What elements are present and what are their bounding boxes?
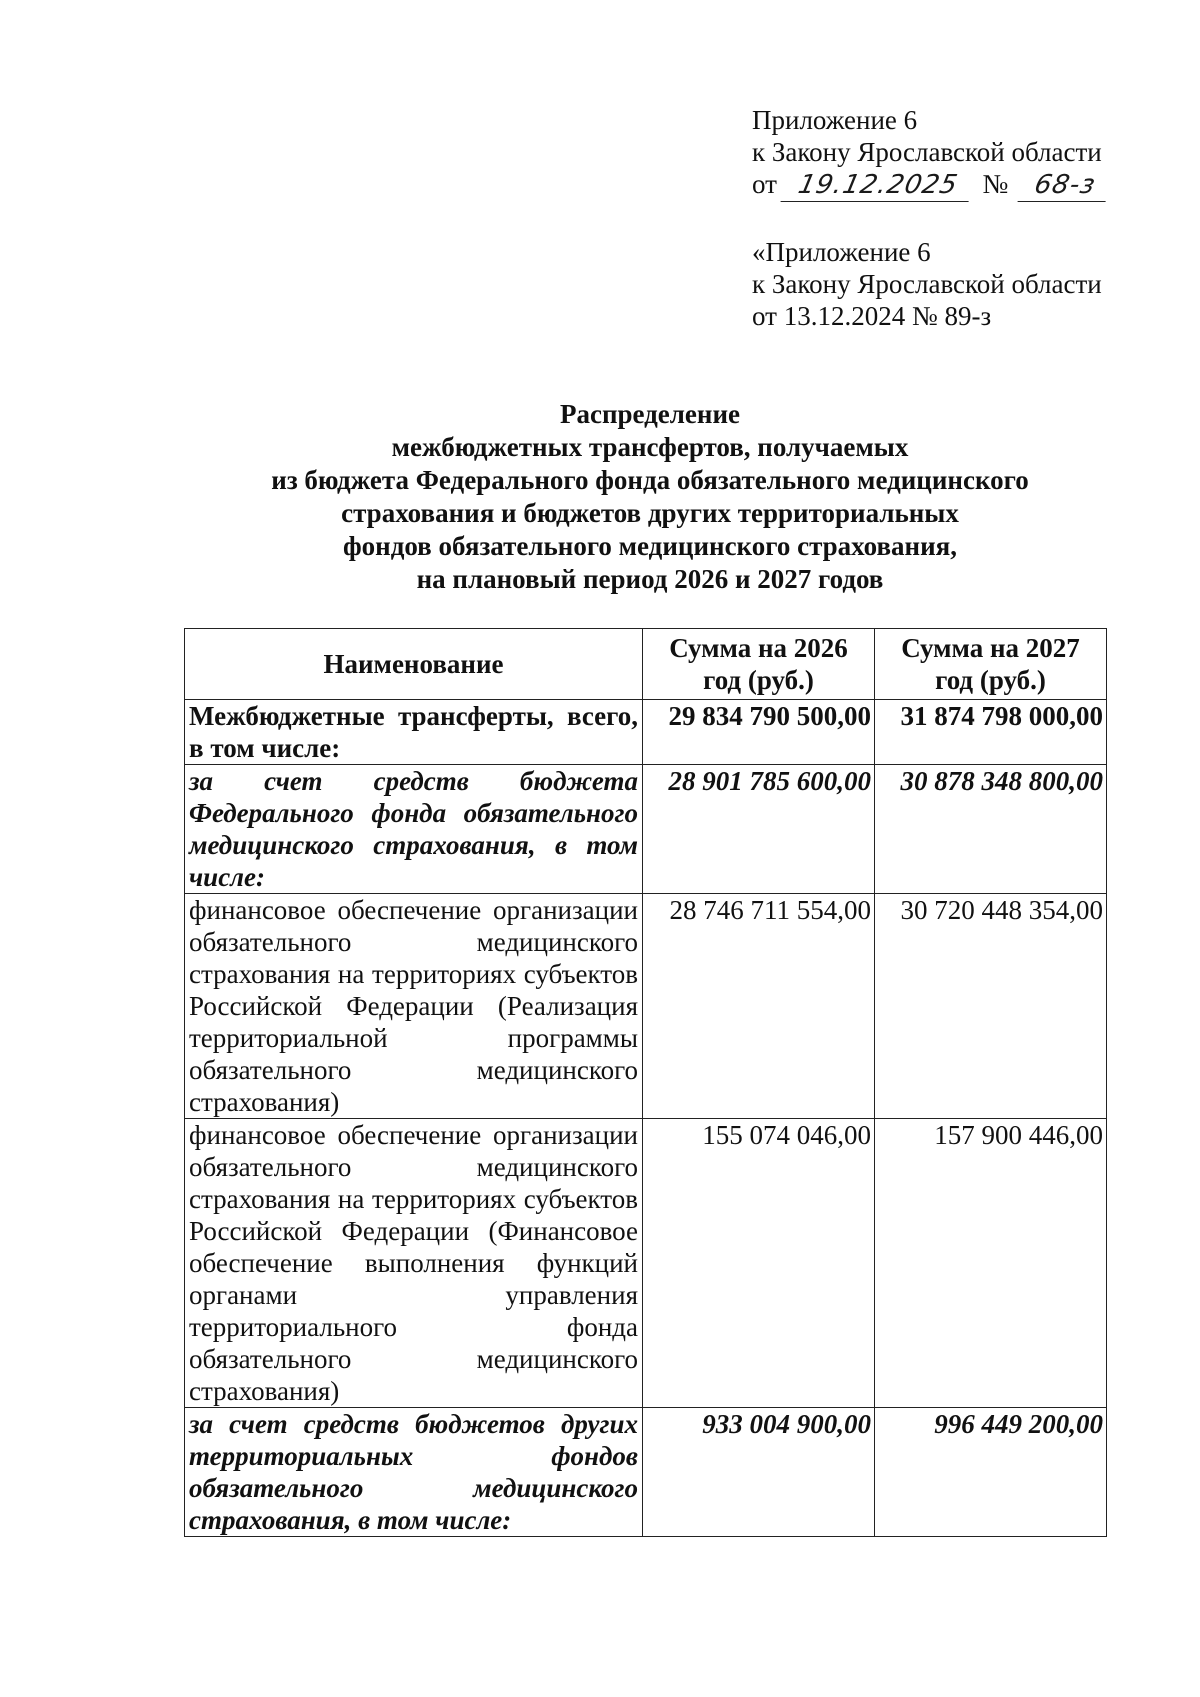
row-value-2026: 155 074 046,00 [643,1119,875,1408]
handwritten-date: 19.12.2025 [780,169,975,202]
row-value-2026: 28 901 785 600,00 [643,765,875,894]
appendix-date-number-line [752,168,1109,202]
original-date-number: от 13.12.2024 № 89-з [752,301,992,331]
table-row [185,1408,1107,1537]
row-value-2027: 157 900 446,00 [875,1119,1107,1408]
appendix-current-reference [752,104,1109,202]
from-label: от [752,169,777,199]
title-line-4: страхования и бюджетов других территориальных [341,498,959,528]
header-name: Наименование [185,629,643,700]
row-value-2027: 30 878 348 800,00 [875,765,1107,894]
row-name: за счет средств бюджета Федерального фонда обязательного медицинского страхования, в том числе: [185,765,643,894]
row-name: финансовое обеспечение организации обязательного медицинского страхования на территориях субъектов Российской Федерации (Финансовое обеспечение выполнения функций органами управления территориального фонда обязательного медицинского страхования) [185,1119,643,1408]
table-row [185,1119,1107,1408]
number-sign: № [982,169,1009,199]
row-value-2027: 30 720 448 354,00 [875,894,1107,1119]
table-row [185,894,1107,1119]
handwritten-number: 68-з [1017,169,1112,202]
row-value-2027: 31 874 798 000,00 [875,700,1107,765]
title-line-3: из бюджета Федерального фонда обязательного медицинского [271,465,1029,495]
transfers-table-wrapper [184,628,1106,1537]
header-2027: Сумма на 2027 год (руб.) [875,629,1107,700]
table-header-row [185,629,1107,700]
original-appendix-label: «Приложение 6 [752,237,931,267]
row-name: за счет средств бюджетов других территориальных фондов обязательного медицинского страхования, в том числе: [185,1408,643,1537]
appendix-label: Приложение 6 [752,105,918,135]
header-2026: Сумма на 2026 год (руб.) [643,629,875,700]
title-line-5: фондов обязательного медицинского страхования, [342,531,958,561]
title-line-1: Распределение [559,399,741,429]
row-name: финансовое обеспечение организации обязательного медицинского страхования на территориях субъектов Российской Федерации (Реализация территориальной программы обязательного медицинского страхования) [185,894,643,1119]
appendix-original-reference [752,236,1102,332]
row-value-2027: 996 449 200,00 [875,1408,1107,1537]
original-law-reference: к Закону Ярославской области [752,269,1102,299]
table-row [185,765,1107,894]
row-value-2026: 933 004 900,00 [643,1408,875,1537]
table-row [185,700,1107,765]
title-line-6: на плановый период 2026 и 2027 годов [416,564,884,594]
title-line-2: межбюджетных трансфертов, получаемых [391,432,909,462]
row-value-2026: 28 746 711 554,00 [643,894,875,1119]
document-title [170,398,1130,596]
row-value-2026: 29 834 790 500,00 [643,700,875,765]
row-name: Межбюджетные трансферты, всего, в том числе: [185,700,643,765]
appendix-law-reference: к Закону Ярославской области [752,137,1102,167]
transfers-table [184,628,1107,1537]
